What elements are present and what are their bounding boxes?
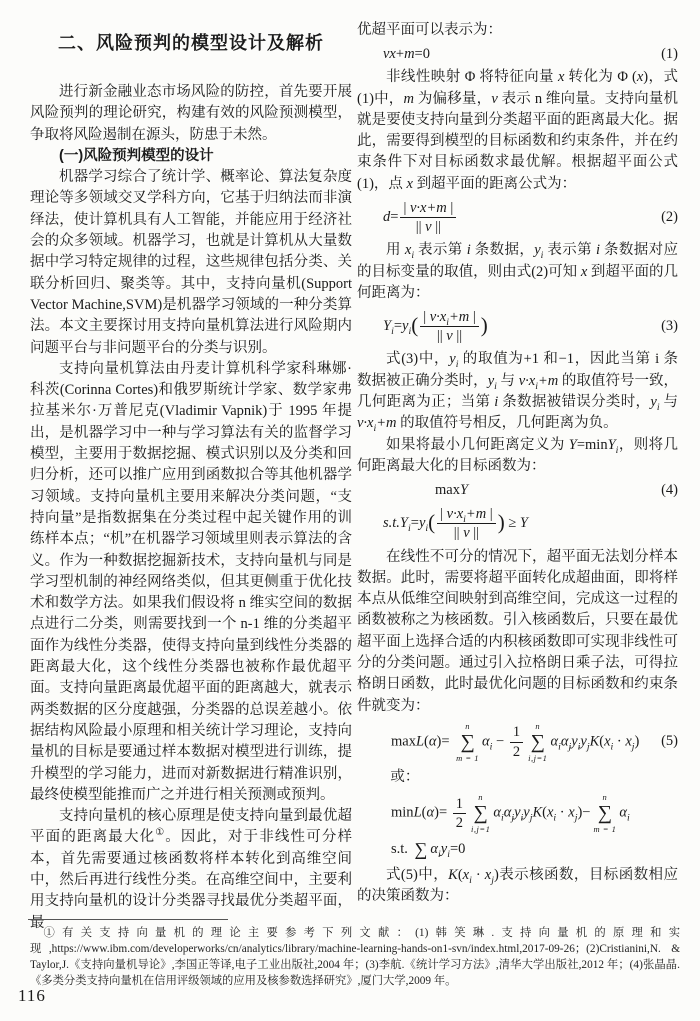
paragraph-kernel: 在线性不可分的情况下，超平面无法划分样本数据。此时，需要将超平面转化成超曲面，即将样本点从低维空间映射到高维空间，完成这一过程的函数被称之为核函数。引入核函数后，只要在最优超平面上选择合适的内积核函数即可实现非线性可分的分类问题。通过引入拉格朗日乘子法，可得拉格朗日函数，此时最优化问题的目标函数和约束条件就变为：	[357, 548, 678, 714]
paragraph-core-principle: 支持向量机的核心原理是使支持向量到最优超平面的距离最大化①。因此，对于非线性可分样本，首先需要通过核函数将样本转化到高维空间中，然后再进行线性分类。在高维空间中，主要利用支持向量机的设计分类器寻找最优分类超平面，最	[30, 808, 353, 931]
footnote-references: ①有关支持向量机的理论主要参考下列文献：(1)韩笑琳.支持向量机的原理和实现,https://www.ibm.com/developerworks/cn/analytics/library/machine-learning-hands-on1-svn/index.html,2017-09-26；(2)Cristianini,N. & Taylor,J.《支持向量机导论》,李国正等译,电子工业出版社,2004 年；(3)李航.《统计学习方法》,清华大学出版社,2012 年；(4)张晶晶.《多类分类支持向量机在信用评级领域的应用及核参数选择研究》,厦门大学,2009 年。	[30, 927, 680, 987]
subsection-title: (一)风险预判模型的设计	[59, 147, 214, 164]
formula-3	[357, 308, 678, 345]
formula-5-min-body: minL(α)= $\frac{1}{2}$ n ∑ i,j=1 $\alpha_i\alpha_jy_iy_jK(x_i \cdot x_j)-$ n ∑ m = 1 $\alpha_i$	[391, 792, 630, 835]
paragraph-decision-function: 式(5)中，$K(x_i \cdot x_j)$表示核函数，目标函数相应的决策函数为：	[357, 866, 678, 904]
right-column	[357, 20, 678, 907]
formula-1-number: (1)	[661, 45, 678, 62]
formula-5-number: (5)	[661, 733, 678, 750]
formula-4-number: (4)	[661, 481, 678, 498]
formula-5-max-body: maxL(α)= n ∑ m = 1 $\alpha_i$ − $\frac{1}{2}$ n ∑ i,j=1 $\alpha_i\alpha_jy_iy_jK(x_i \cdot x_j)$	[391, 720, 640, 763]
formula-5-constraint	[357, 839, 678, 861]
formula-1	[357, 43, 678, 65]
formula-4-constraint	[357, 505, 678, 542]
paragraph-data-notation: 用 $x_i$ 表示第 i 条数据，$y_i$ 表示第 i 条数据对应的目标变量的取值，则由式(2)可知 x 到超平面的几何距离为：	[357, 242, 679, 301]
formula-5-constraint-body: s.t. ∑ $\alpha_iy_i=0$	[391, 839, 466, 860]
formula-1-body: vx+m=0	[383, 45, 430, 62]
formula-3-number: (3)	[661, 318, 678, 335]
section-title: 二、风险预判的模型设计及解析	[58, 33, 324, 53]
paragraph-machine-learning: 机器学习综合了统计学、概率论、算法复杂度理论等多领域交叉学科方向，它基于归纳法而非演绎法，使计算机具有人工智能，并能应用于经济社会的众多领域。机器学习，也就是计算机从大量数据中学习特定规律的过程，这些规律包括分类、关联分析回归、聚类等。其中，支持向量机(Support Vector Machine,SVM)是机器学习领域的一种分类算法。本文主要探讨用支持向量机算法进行风险期内问题平台与非问题平台的分类与识别。	[30, 169, 352, 356]
or-connector: 或：	[390, 769, 420, 786]
paragraph-min-distance: 如果将最小几何距离定义为 Y=minY$_i$，则将几何距离最大化的目标函数为：	[357, 436, 679, 474]
page-number: 116	[18, 986, 46, 1005]
formula-4-constraint-body: $s.t.Y_i=y_i$( $\frac{| v\cdot x_i+m |}{|| v ||}$ ) ≥ Y	[383, 506, 528, 542]
formula-2	[357, 199, 678, 236]
paragraph-intro: 进行新金融业态市场风险的防控，首先要开展风险预判的理论研究，构建有效的风险预测模型，争取将风险遏制在源头，防患于未然。	[30, 84, 352, 143]
formula-2-body: d= $\frac{| v\cdot x+m |}{|| v ||}$	[357, 199, 458, 236]
paragraph-mapping: 非线性映射 Φ 将特征向量 x 转化为 Φ (x)，式(1)中，m 为偏移量，v 表示 n 维向量。支持向量机就是要使支持向量到分类超平面的距离最大化。据此，需要得到模型的目标函数和约束条件，并在约束条件下对目标函数求最优解。根据超平面公式(1)，点 x 到超平面的距离公式为：	[357, 69, 678, 192]
formula-5-max	[357, 721, 678, 763]
formula-3-body: $Y_i=y_i$( $\frac{| v\cdot x_i+m |}{|| v ||}$ )	[383, 309, 488, 345]
formula-5-min	[357, 792, 678, 834]
footnote-divider	[28, 919, 228, 920]
formula-4-objective	[357, 479, 678, 501]
formula-2-number: (2)	[661, 209, 678, 226]
paragraph-continuation: 优超平面可以表示为：	[357, 22, 502, 38]
formula-4-objective-body: maxY	[435, 481, 469, 498]
paragraph-svm-history: 支持向量机算法由丹麦计算机科学家科琳娜·科茨(Corinna Cortes)和俄罗斯统计学家、数学家弗拉基米尔·万普尼克(Vladimir Vapnik)于 1995 年提出，是机器学习中一种与学习算法有关的监督学习模型，主要用于数据挖掘、模式识别以及分类和回归分析，还可以推广应用到函数拟合等其他机器学习领域。支持向量机主要用来解决分类问题，“支持向量”是指数据集在分类过程中起关键作用的训练样本点；“机”在机器学习领域里则表示算法的含义。作为一种数据挖掘新技术，支持向量机与同是学习型机制的神经网络类似，但其更侧重于优化技术和数学方法。如果我们假设将 n 维实空间的数据点进行二分类，则需要找到一个 n-1 维的分类超平面作为线性分类器，使得支持向量到线性分类器的距离最大化，这个线性分类器也被称作最优超平面。支持向量距离最优超平面的距离越大，就表示两类数据的区分度越强，分类器的总误差越小。依据结构风险最小原理和相关统计学习理论，支持向量机的目标是要通过样本数据对模型进行训练，提升模型的学习能力，进而对新数据进行精准识别，最终使模型能推而广之并进行相关预测或预判。	[30, 360, 352, 803]
left-column	[30, 26, 352, 934]
paragraph-formula3-explain: 式(3)中，$y_i$ 的取值为+1 和−1，因此当第 i 条数据被正确分类时，$y_i$ 与 $v\cdot x_i+m$ 的取值符号一致，几何距离为正；当第 i 条数据被错误分类时，$y_i$ 与 $v\cdot x_i+m$ 的取值符号相反，几何距离为负。	[357, 351, 679, 435]
